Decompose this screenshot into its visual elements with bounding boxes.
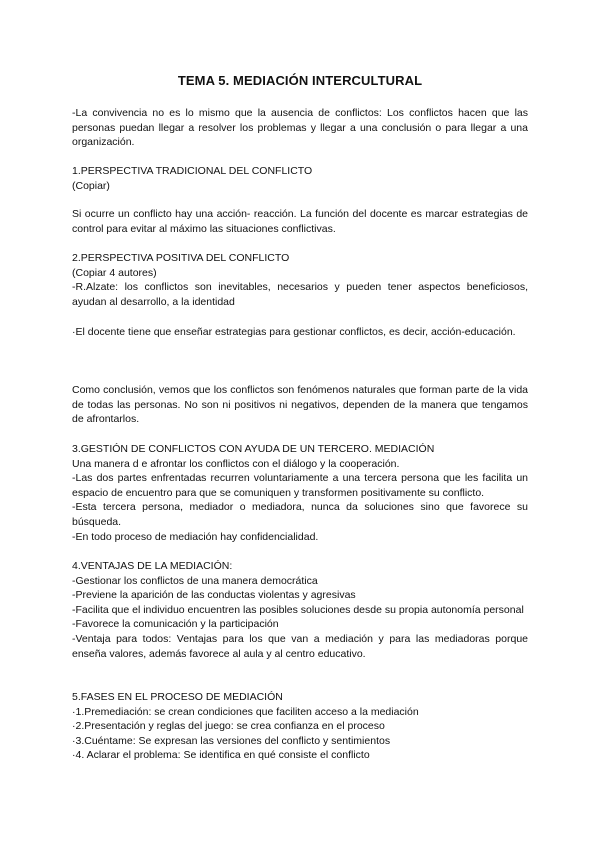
section-2-alzate: -R.Alzate: los conflictos son inevitables, necesarios y pueden tener aspectos beneficiosos, ayudan al desarrollo, a la identidad	[72, 281, 528, 308]
section-1-heading: 1.PERSPECTIVA TRADICIONAL DEL CONFLICTO	[72, 165, 313, 177]
section-4-heading: 4.VENTAJAS DE LA MEDIACIÓN:	[72, 560, 233, 572]
section-4-line: -Facilita que el individuo encuentren las posibles soluciones desde su propia autonomía personal	[72, 603, 524, 616]
section-4	[72, 559, 528, 661]
section-5	[72, 690, 528, 763]
section-2-heading: 2.PERSPECTIVA POSITIVA DEL CONFLICTO	[72, 252, 290, 264]
intro-paragraph: -La convivencia no es lo mismo que la ausencia de conflictos: Los conflictos hacen que las personas puedan llegar a resolver los problemas y llegar a una conclusión o para llegar a una organización.	[72, 107, 528, 149]
section-5-line: ·3.Cuéntame: Se expresan las versiones del conflicto y sentimientos	[72, 734, 391, 747]
section-1	[72, 164, 528, 193]
section-3-line: -Esta tercera persona, mediador o mediadora, nunca da soluciones sino que favorece su búsqueda.	[72, 501, 528, 528]
section-2-note: (Copiar 4 autores)	[72, 266, 157, 279]
section-3-heading: 3.GESTIÓN DE CONFLICTOS CON AYUDA DE UN TERCERO. MEDIACIÓN	[72, 443, 435, 455]
section-2-docente: ·El docente tiene que enseñar estrategias para gestionar conflictos, es decir, acción-educación.	[72, 326, 516, 338]
section-5-line: ·4. Aclarar el problema: Se identifica en qué consiste el conflicto	[72, 749, 370, 762]
section-2	[72, 251, 528, 309]
section-3-line: -En todo proceso de mediación hay confidencialidad.	[72, 530, 319, 543]
section-4-line: -Ventaja para todos: Ventajas para los que van a mediación y para las mediadoras porque enseña valores, además favorece al aula y al centro educativo.	[72, 632, 528, 660]
document-title: TEMA 5. MEDIACIÓN INTERCULTURAL	[177, 73, 423, 88]
section-2-conclusion: Como conclusión, vemos que los conflictos son fenómenos naturales que forman parte de la vida de todas las personas. No son ni positivos ni negativos, dependen de la manera que tengamos de afrontarlos.	[72, 384, 528, 426]
section-4-line: -Favorece la comunicación y la participación	[72, 618, 279, 631]
section-3-line: Una manera d e afrontar los conflictos con el diálogo y la cooperación.	[72, 457, 400, 470]
section-1-body: Si ocurre un conflicto hay una acción- reacción. La función del docente es marcar estrategias de control para evitar al máximo las situaciones conflictivas.	[72, 208, 528, 235]
section-3-line: -Las dos partes enfrentadas recurren voluntariamente a una tercera persona que les facilita un espacio de encuentro para que se comuniquen y transformen positivamente su conflicto.	[72, 472, 528, 499]
section-5-line: ·1.Premediación: se crean condiciones que faciliten acceso a la mediación	[72, 705, 419, 718]
section-4-line: -Previene la aparición de las conductas violentas y agresivas	[72, 589, 356, 602]
section-3	[72, 442, 528, 544]
section-5-heading: 5.FASES EN EL PROCESO DE MEDIACIÓN	[72, 691, 283, 703]
section-5-line: ·2.Presentación y reglas del juego: se crea confianza en el proceso	[72, 720, 385, 733]
section-1-note: (Copiar)	[72, 179, 110, 192]
section-4-line: -Gestionar los conflictos de una manera democrática	[72, 574, 318, 587]
